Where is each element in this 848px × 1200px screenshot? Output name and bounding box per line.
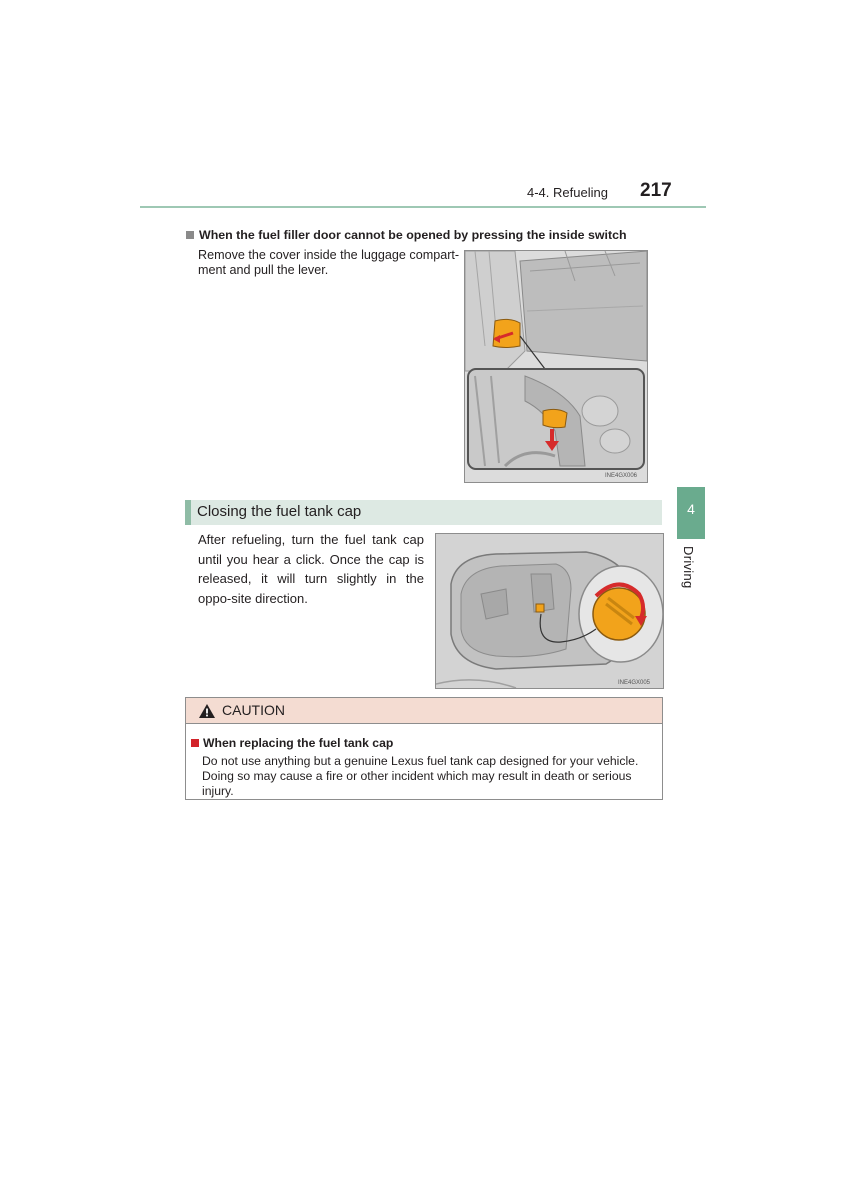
caution-header	[186, 698, 662, 724]
chapter-tab: 4	[677, 487, 705, 539]
warning-icon	[198, 703, 216, 719]
caution-box	[185, 697, 663, 800]
square-bullet-icon	[186, 231, 194, 239]
chapter-tab-label: Driving	[681, 546, 696, 589]
subsection-heading	[186, 228, 627, 242]
figure-code: INE4GX005	[618, 680, 651, 686]
section-heading-text: Closing the fuel tank cap	[197, 503, 362, 520]
running-header-section: 4-4. Refueling	[527, 185, 608, 200]
caution-paragraph: Do not use anything but a genuine Lexus fuel tank cap designed for your vehicle. Doing so may cause a fire or other incident which may result in death or serious injury.	[202, 754, 639, 798]
subsection-paragraph: Remove the cover inside the luggage compart-ment and pull the lever.	[198, 248, 460, 277]
section-paragraph: After refueling, turn the fuel tank cap until you hear a click. Once the cap is released, it will turn slightly in the oppo-site direction.	[198, 532, 424, 606]
figure-luggage-lever	[464, 250, 648, 483]
figure-code: INE4GX006	[605, 473, 638, 479]
header-rule	[140, 206, 706, 208]
caution-subheading-text: When replacing the fuel tank cap	[203, 736, 394, 750]
square-bullet-icon	[191, 739, 199, 747]
section-heading	[185, 500, 662, 525]
caution-title: CAUTION	[222, 702, 285, 718]
page-number: 217	[640, 180, 672, 201]
subsection-heading-text: When the fuel filler door cannot be opened by pressing the inside switch	[199, 228, 627, 242]
caution-subheading	[191, 736, 393, 750]
figure-fuel-cap	[435, 533, 664, 689]
